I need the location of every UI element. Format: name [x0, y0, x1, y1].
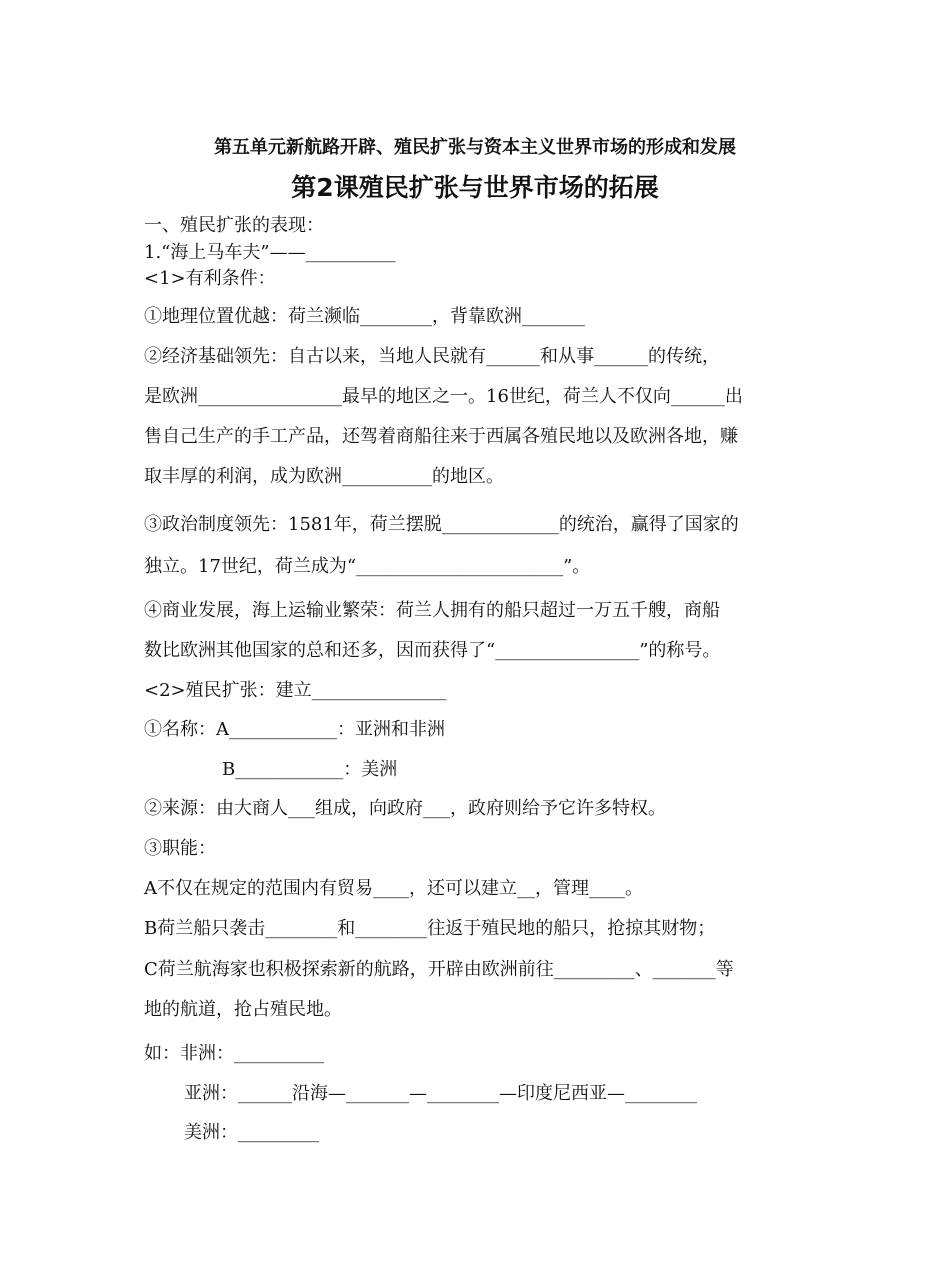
fill-in-blank[interactable]: ______ — [670, 386, 725, 407]
fill-in-blank[interactable]: ______ — [238, 1083, 292, 1104]
line-text: 售自己生产的手工产品，还驾着商船往来于西属各殖民地以及欧洲各地，赚 — [144, 426, 738, 447]
line-text: ①名称：A — [144, 719, 229, 740]
fill-in-blank[interactable]: ________________ — [495, 640, 640, 661]
fill-in-blank[interactable]: _______________________ — [356, 556, 564, 577]
text-line — [144, 998, 342, 1022]
text-line — [144, 958, 734, 982]
fill-in-blank[interactable]: ________ — [355, 918, 428, 939]
line-text: 独立。17世纪，荷兰成为“ — [144, 556, 357, 577]
line-text: 沿海— — [292, 1083, 346, 1104]
line-text: ①地理位置优越：荷兰濒临 — [144, 306, 360, 327]
fill-in-blank[interactable]: __________ — [342, 466, 432, 487]
line-text: 、 — [634, 959, 653, 980]
line-text: 地的航道，抢占殖民地。 — [144, 999, 342, 1020]
text-line — [144, 917, 715, 941]
fill-in-blank[interactable]: ____________ — [235, 759, 344, 780]
fill-in-blank[interactable]: ________________ — [198, 386, 342, 407]
text-line — [184, 1121, 319, 1145]
text-line — [144, 305, 585, 329]
line-text: ，管理 — [535, 878, 589, 899]
line-text: ：亚洲和非洲 — [337, 719, 445, 740]
fill-in-blank[interactable]: _____________ — [441, 514, 559, 535]
line-text: B — [222, 759, 236, 780]
fill-in-blank[interactable]: _______________ — [311, 680, 447, 701]
line-text: 数比欧洲其他国家的总和还多，因而获得了“ — [144, 640, 496, 661]
line-text: ③政治制度领先：1581年，荷兰摆脱 — [144, 514, 442, 535]
line-text: ：美洲 — [343, 759, 398, 780]
fill-in-blank[interactable]: ____________ — [229, 719, 337, 740]
line-text: 。 — [625, 878, 643, 899]
text-line — [144, 797, 666, 821]
text-line — [222, 758, 397, 782]
text-line — [144, 1042, 324, 1066]
text-line — [144, 385, 743, 409]
line-text: 亚洲： — [184, 1083, 238, 1104]
text-line — [144, 837, 216, 861]
line-text: ”的称号。 — [639, 640, 721, 661]
fill-in-blank[interactable]: _________ — [553, 959, 635, 980]
line-text: 取丰厚的利润，成为欧洲 — [144, 466, 342, 487]
fill-in-blank[interactable]: _______ — [522, 306, 585, 327]
fill-in-blank[interactable]: ______ — [486, 346, 540, 367]
line-text: ④商业发展，海上运输业繁荣：荷兰人拥有的船只超过一万五千艘，商船 — [144, 600, 720, 621]
text-line — [144, 679, 447, 703]
line-text: ，政府则给予它许多特权。 — [450, 798, 666, 819]
fill-in-blank[interactable]: _______ — [346, 1083, 409, 1104]
text-line — [144, 877, 643, 901]
line-text: ”。 — [563, 556, 591, 577]
fill-in-blank[interactable]: ________ — [625, 1083, 697, 1104]
fill-in-blank[interactable]: ___ — [423, 798, 450, 819]
line-text: ，背靠欧洲 — [432, 306, 522, 327]
line-text: 是欧洲 — [144, 386, 198, 407]
text-line — [144, 555, 590, 579]
fill-in-blank[interactable]: ____ — [589, 878, 625, 899]
line-text: —印度尼西亚— — [499, 1083, 625, 1104]
line-text: ②来源：由大商人 — [144, 798, 288, 819]
line-text: 美洲： — [184, 1122, 238, 1143]
fill-in-blank[interactable]: __________ — [234, 1043, 324, 1064]
line-text: 的地区。 — [432, 466, 504, 487]
text-line — [184, 1082, 697, 1106]
line-text: ②经济基础领先：自古以来，当地人民就有 — [144, 346, 486, 367]
fill-in-blank[interactable]: ___ — [288, 798, 315, 819]
fill-in-blank[interactable]: ______ — [594, 346, 648, 367]
line-text: 最早的地区之一。16世纪，荷兰人不仅向 — [342, 386, 671, 407]
text-line — [144, 513, 739, 537]
line-text: ，还可以建立 — [409, 878, 517, 899]
text-line — [144, 718, 445, 742]
text-line — [144, 214, 324, 238]
line-text: 1.“海上马车夫”—— — [144, 242, 306, 263]
text-line — [144, 345, 720, 369]
line-text: B荷兰船只袭击 — [144, 918, 266, 939]
fill-in-blank[interactable]: ____ — [373, 878, 409, 899]
line-text: 的传统， — [648, 346, 720, 367]
unit-title: 第五单元新航路开辟、殖民扩张与资本主义世界市场的形成和发展 — [214, 137, 736, 158]
line-text: 往返于殖民地的船只，抢掠其财物； — [427, 918, 716, 939]
line-text: 和从事 — [540, 346, 594, 367]
line-text: C荷兰航海家也积极探索新的航路，开辟由欧洲前往 — [144, 959, 554, 980]
line-text: 如：非洲： — [144, 1043, 234, 1064]
fill-in-blank[interactable]: ________ — [427, 1083, 499, 1104]
line-text: 等 — [715, 959, 734, 980]
lesson-title: 第2课殖民扩张与世界市场的拓展 — [291, 173, 659, 202]
line-text: ③职能： — [144, 838, 216, 859]
text-line — [144, 639, 720, 663]
line-text: 组成，向政府 — [315, 798, 423, 819]
line-text: 的统治，赢得了国家的 — [558, 514, 739, 535]
text-line — [144, 425, 738, 449]
fill-in-blank[interactable]: _______ — [652, 959, 716, 980]
line-text: 和 — [337, 918, 356, 939]
fill-in-blank[interactable]: _________ — [238, 1122, 319, 1143]
line-text: <2>殖民扩张：建立 — [144, 680, 312, 701]
text-line — [144, 465, 504, 489]
line-text: A不仅在规定的范围内有贸易 — [144, 878, 373, 899]
text-line — [144, 241, 396, 265]
fill-in-blank[interactable]: ________ — [360, 306, 432, 327]
line-text: 一、殖民扩张的表现： — [144, 215, 324, 236]
line-text: — — [409, 1083, 427, 1104]
fill-in-blank[interactable]: __ — [517, 878, 535, 899]
text-line — [144, 599, 720, 623]
fill-in-blank[interactable]: ________ — [265, 918, 338, 939]
line-text: 出 — [724, 386, 743, 407]
line-text: <1>有利条件： — [144, 268, 276, 289]
fill-in-blank[interactable]: __________ — [305, 242, 396, 263]
text-line — [144, 267, 276, 291]
